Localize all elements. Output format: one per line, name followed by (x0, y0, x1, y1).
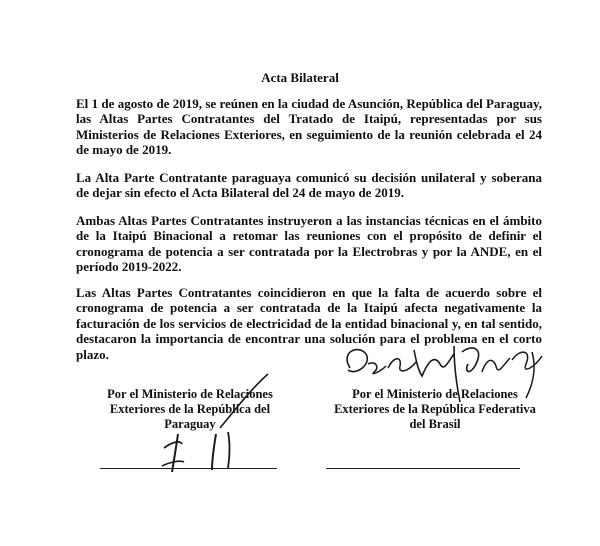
signatory-brasil-line-1: Por el Ministerio de Relaciones (352, 387, 518, 401)
signatory-paraguay (90, 387, 290, 432)
signatory-brasil-line-3: del Brasil (409, 417, 461, 431)
document-title: Acta Bilateral (261, 70, 339, 85)
signatory-paraguay-line-2: Exteriores de la República del (109, 402, 271, 416)
signatory-paraguay-line-1: Por el Ministerio de Relaciones (107, 387, 273, 401)
signature-line-brasil (326, 468, 520, 469)
signatory-brasil (320, 387, 550, 432)
paragraph-decision: La Alta Parte Contratante paraguaya comunicó su decisión unilateral y soberana de dejar sin efecto el Acta Bilateral del 24 de mayo de 2019. (76, 170, 542, 201)
signatory-paraguay-line-3: Paraguay (164, 417, 216, 431)
paragraph-meeting: El 1 de agosto de 2019, se reúnen en la ciudad de Asunción, República del Paraguay, las Altas Partes Contratantes del Tratado de Itaipú, representadas por sus Ministerios de Relaciones Exteriores, en seguimiento de la reunión celebrada el 24 de mayo de 2019. (76, 96, 542, 158)
paragraph-agreement: Las Altas Partes Contratantes coincidieron en que la falta de acuerdo sobre el cronograma de potencia a ser contratada de la Itaipú afecta negativamente la facturación de los servicios de electricidad de la entidad binacional y, en tal sentido, destacaron la importancia de encontrar una solución para el problema en el corto plazo. (76, 285, 542, 362)
signatory-brasil-line-2: Exteriores de la República Federativa (334, 402, 536, 416)
paragraph-instructions: Ambas Altas Partes Contratantes instruyeron a las instancias técnicas en el ámbito de la Itaipú Binacional a retomar las reuniones con el propósito de definir el cronograma de potencia a ser contratada por la Electrobras y por la ANDE, en el período 2019-2022. (76, 213, 542, 275)
signature-line-paraguay (100, 468, 277, 469)
